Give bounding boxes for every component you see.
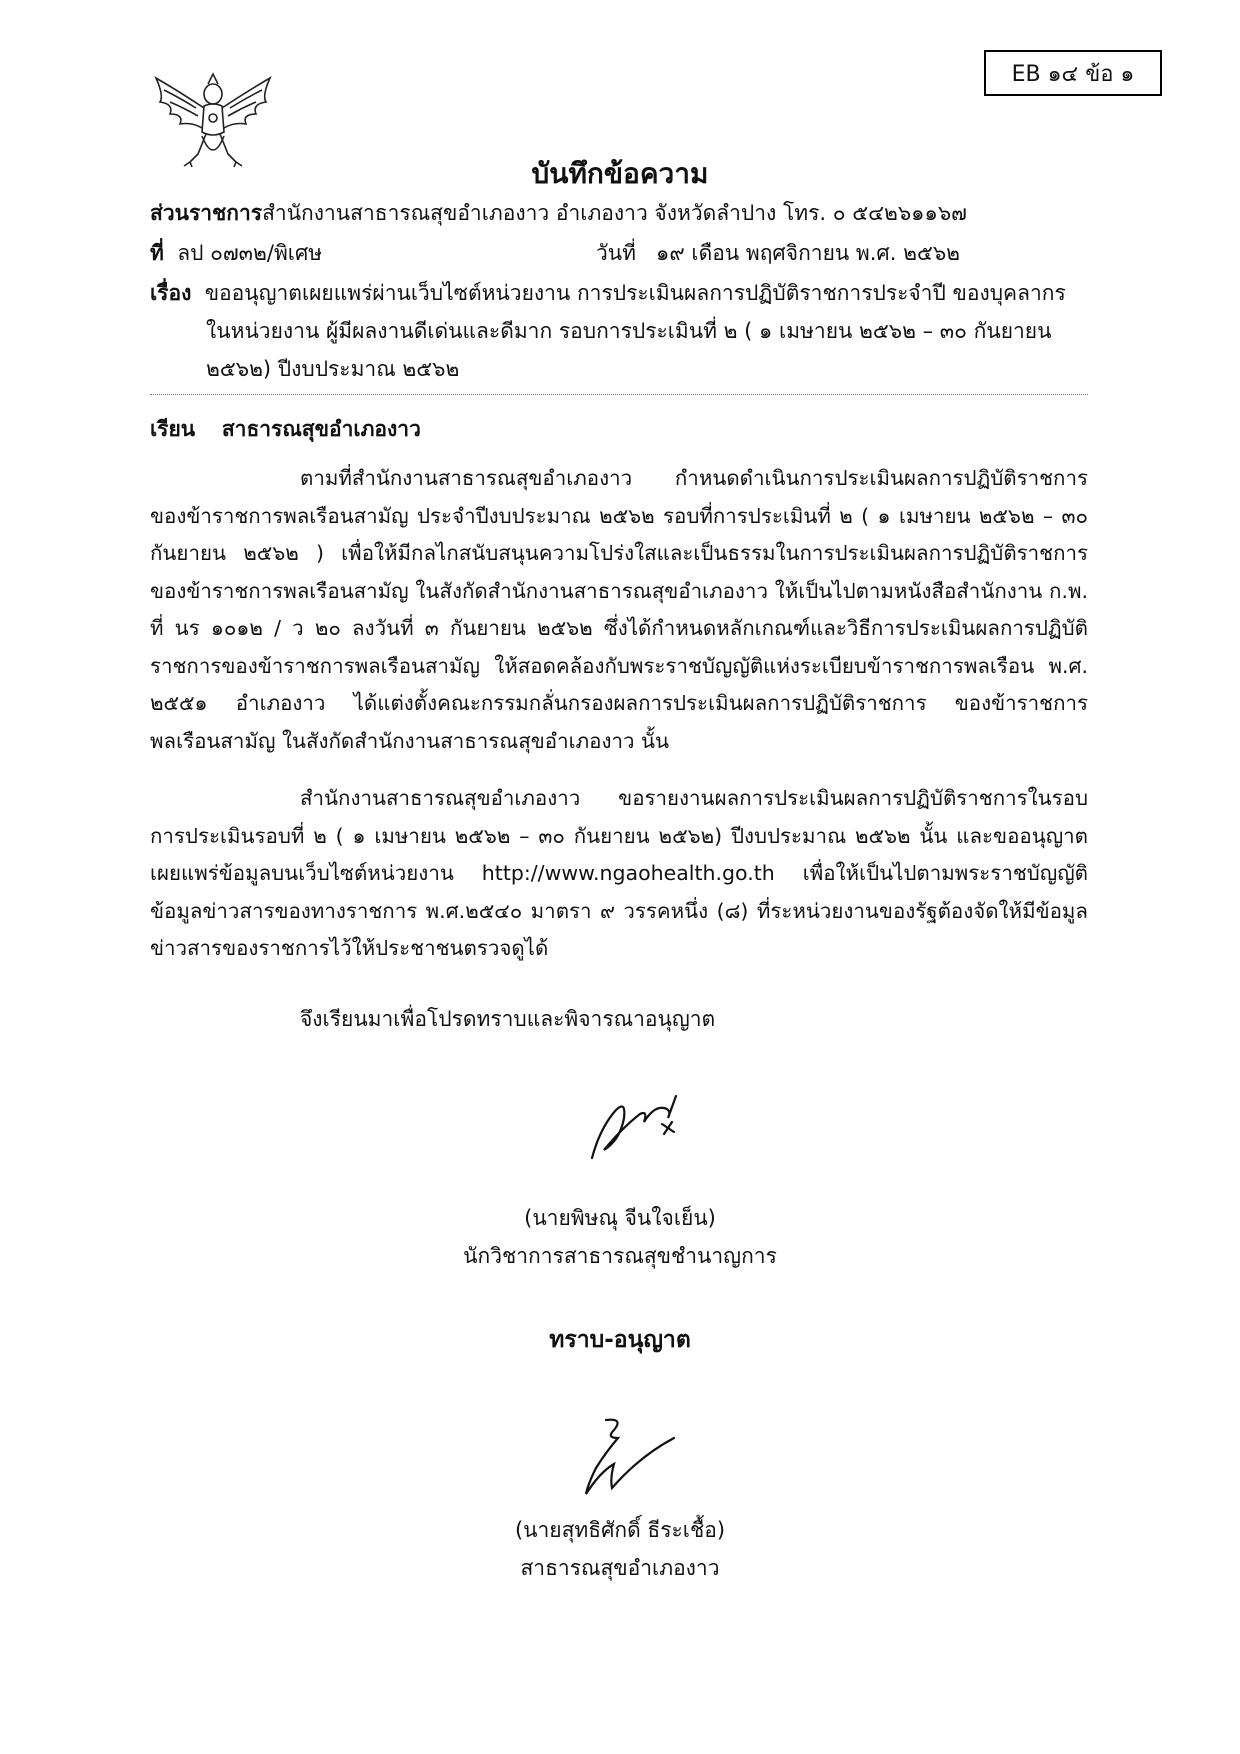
reference-line [150,236,322,270]
agency-label: ส่วนราชการ [150,201,263,225]
salutation-line [150,412,421,446]
agency-value: สำนักงานสาธารณสุขอำเภองาว อำเภองาว จังหวัดลำปาง โทร. ๐ ๕๔๒๖๑๑๖๗ [262,201,967,225]
memo-title: บันทึกข้อความ [531,157,709,190]
header-divider [150,394,1088,395]
body-paragraph-2: สำนักงานสาธารณสุขอำเภองาว ขอรายงานผลการประเมินผลการปฏิบัติราชการในรอบการประเมินรอบที่ ๒ ( ๑ เมษายน ๒๕๖๒ – ๓๐ กันยายน ๒๕๖๒) ปีงบประมาณ ๒๕๖๒ นั้น และขออนุญาตเผยแพร่ข้อมูลบนเว็บไซต์หน่วยงาน http://www.ngaohealth.go.th เพื่อให้เป็นไปตามพระราชบัญญัติข้อมูลข่าวสารของทางราชการ พ.ศ.๒๕๔๐ มาตรา ๙ วรรคหนึ่ง (๘) ที่ระหน่วยงานของรัฐต้องจัดให้มีข้อมูลข่าวสารของราชการไว้ให้ประชาชนตรวจดูได้ [150,786,1088,960]
signature-2 [570,1412,680,1502]
signer-1-name: (นายพิษณุ จีนใจเย็น) [524,1206,716,1230]
agency-line [150,196,967,230]
subject-label: เรื่อง [150,281,192,305]
subject-text-1: ขออนุญาตเผยแพร่ผ่านเว็บไซต์หน่วยงาน การประเมินผลการปฏิบัติราชการประจำปี ของบุคลากร [204,281,1066,305]
salutation-value: สาธารณสุขอำเภองาว [221,417,421,441]
approval-text: ทราบ-อนุญาต [549,1327,691,1353]
reference-value: ลป ๐๗๓๒/พิเศษ [177,241,323,265]
signer-1-position: นักวิชาการสาธารณสุขชำนาญการ [463,1244,777,1268]
date-value: ๑๙ เดือน พฤศจิกายน พ.ศ. ๒๕๖๒ [656,241,961,265]
subject-text-2: ในหน่วยงาน ผู้มีผลงานดีเด่นและดีมาก รอบการประเมินที่ ๒ ( ๑ เมษายน ๒๕๖๒ – ๓๐ กันยายน [206,319,1052,343]
closing-sentence: จึงเรียนมาเพื่อโปรดทราบและพิจารณาอนุญาต [300,1007,716,1031]
signer-2-position: สาธารณสุขอำเภองาว [520,1556,720,1580]
date-label: วันที่ [596,241,636,265]
subject-line-1 [150,276,1066,310]
salutation-label: เรียน [150,417,196,441]
date-line [596,236,960,270]
document-code-box: EB ๑๔ ข้อ ๑ [984,50,1162,96]
signature-1 [582,1088,690,1166]
reference-label: ที่ [150,241,164,265]
subject-text-3: ๒๕๖๒) ปีงบประมาณ ๒๕๖๒ [206,357,460,381]
signer-2-name: (นายสุทธิศักดิ์ ธีระเชื้อ) [514,1518,726,1542]
body-paragraph-1: ตามที่สำนักงานสาธารณสุขอำเภองาว กำหนดดำเนินการประเมินผลการปฏิบัติราชการของข้าราชการพลเรือนสามัญ ประจำปีงบประมาณ ๒๕๖๒ รอบที่การประเมินที่ ๒ ( ๑ เมษายน ๒๕๖๒ – ๓๐ กันยายน ๒๕๖๒ ) เพื่อให้มีกลไกสนับสนุนความโปร่งใสและเป็นธรรมในการประเมินผลการปฏิบัติราชการของข้าราชการพลเรือนสามัญ ในสังกัดสำนักงานสาธารณสุขอำเภองาว ให้เป็นไปตามหนังสือสำนักงาน ก.พ. ที่ นร ๑๐๑๒ / ว ๒๐ ลงวันที่ ๓ กันยายน ๒๕๖๒ ซึ่งได้กำหนดหลักเกณฑ์และวิธีการประเมินผลการปฏิบัติราชการของข้าราชการพลเรือนสามัญ ให้สอดคล้องกับพระราชบัญญัติแห่งระเบียบข้าราชการพลเรือน พ.ศ. ๒๕๕๑ อำเภองาว ได้แต่งตั้งคณะกรรมกลั่นกรองผลการประเมินผลการปฏิบัติราชการ ของข้าราชการพลเรือนสามัญ ในสังกัดสำนักงานสาธารณสุขอำเภองาว นั้น [150,466,1088,753]
